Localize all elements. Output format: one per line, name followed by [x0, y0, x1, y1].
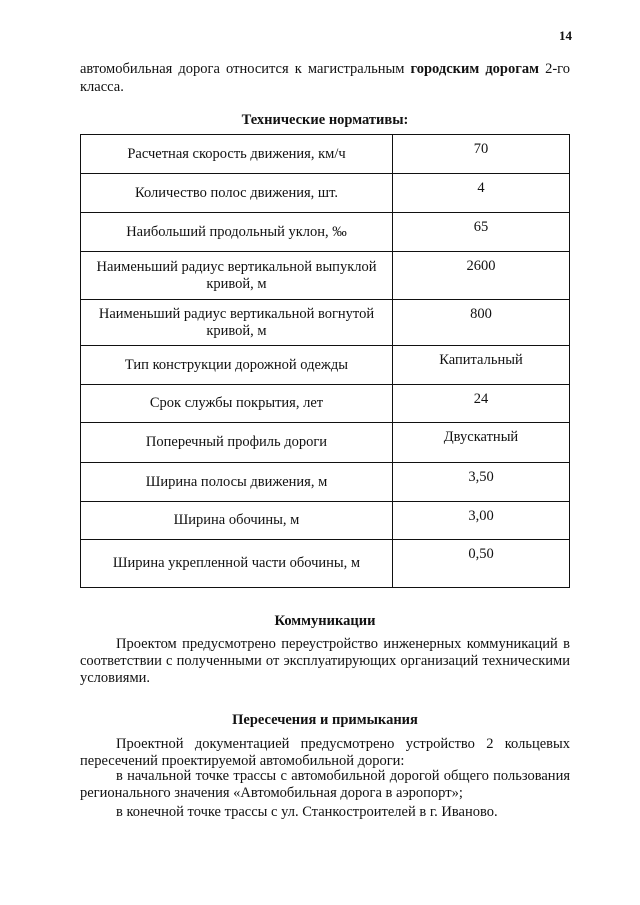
- intersections-paragraph: Проектной документацией предусмотрено устройство 2 кольцевых пересечений проектируемой автомобильной дороги:: [80, 736, 570, 769]
- param-cell: Поперечный профиль дороги: [81, 423, 393, 463]
- table-row: [81, 135, 570, 174]
- intro-paragraph: [80, 60, 570, 96]
- norms-heading: Технические нормативы:: [241, 112, 409, 128]
- table-row: [81, 174, 570, 213]
- intro-text-after: 2-го класса.: [80, 61, 570, 95]
- intro-text-bold: городским дорогам: [410, 61, 539, 77]
- value-cell: 800: [393, 300, 570, 346]
- param-cell: Ширина обочины, м: [81, 502, 393, 540]
- value-cell: 70: [393, 135, 570, 174]
- value-cell: 0,50: [393, 540, 570, 588]
- table-row: [81, 540, 570, 588]
- communications-heading: Коммуникации: [274, 613, 376, 629]
- table-row: [81, 252, 570, 300]
- value-cell: 65: [393, 213, 570, 252]
- norms-table: [80, 134, 570, 588]
- table-row: [81, 213, 570, 252]
- page-number: 14: [559, 28, 572, 43]
- param-cell: Наибольший продольный уклон, ‰: [81, 213, 393, 252]
- value-cell: 4: [393, 174, 570, 213]
- table-row: [81, 385, 570, 423]
- table-row: [81, 346, 570, 385]
- intersection-item-1: в начальной точке трассы с автомобильной дорогой общего пользования регионального значения «Автомобильная дорога в аэропорт»;: [80, 768, 570, 801]
- value-cell: 2600: [393, 252, 570, 300]
- param-cell: Тип конструкции дорожной одежды: [81, 346, 393, 385]
- intersections-heading: Пересечения и примыкания: [232, 712, 418, 728]
- param-cell: Ширина полосы движения, м: [81, 463, 393, 502]
- value-cell: Двускатный: [393, 423, 570, 463]
- value-cell: 24: [393, 385, 570, 423]
- value-cell: 3,00: [393, 502, 570, 540]
- param-cell: Ширина укрепленной части обочины, м: [81, 540, 393, 588]
- param-cell: Количество полос движения, шт.: [81, 174, 393, 213]
- param-cell: Наименьший радиус вертикальной вогнутой кривой, м: [81, 300, 393, 346]
- intro-text-before: автомобильная дорога относится к магистральным: [80, 61, 411, 77]
- table-row: [81, 300, 570, 346]
- value-cell: 3,50: [393, 463, 570, 502]
- table-row: [81, 423, 570, 463]
- intersection-item-2: в конечной точке трассы с ул. Станкостроителей в г. Иваново.: [116, 804, 498, 820]
- table-row: [81, 502, 570, 540]
- param-cell: Наименьший радиус вертикальной выпуклой кривой, м: [81, 252, 393, 300]
- table-row: [81, 463, 570, 502]
- value-cell: Капитальный: [393, 346, 570, 385]
- param-cell: Расчетная скорость движения, км/ч: [81, 135, 393, 174]
- param-cell: Срок службы покрытия, лет: [81, 385, 393, 423]
- communications-paragraph: Проектом предусмотрено переустройство инженерных коммуникаций в соответствии с полученными от эксплуатирующих организаций техническими условиями.: [80, 636, 570, 686]
